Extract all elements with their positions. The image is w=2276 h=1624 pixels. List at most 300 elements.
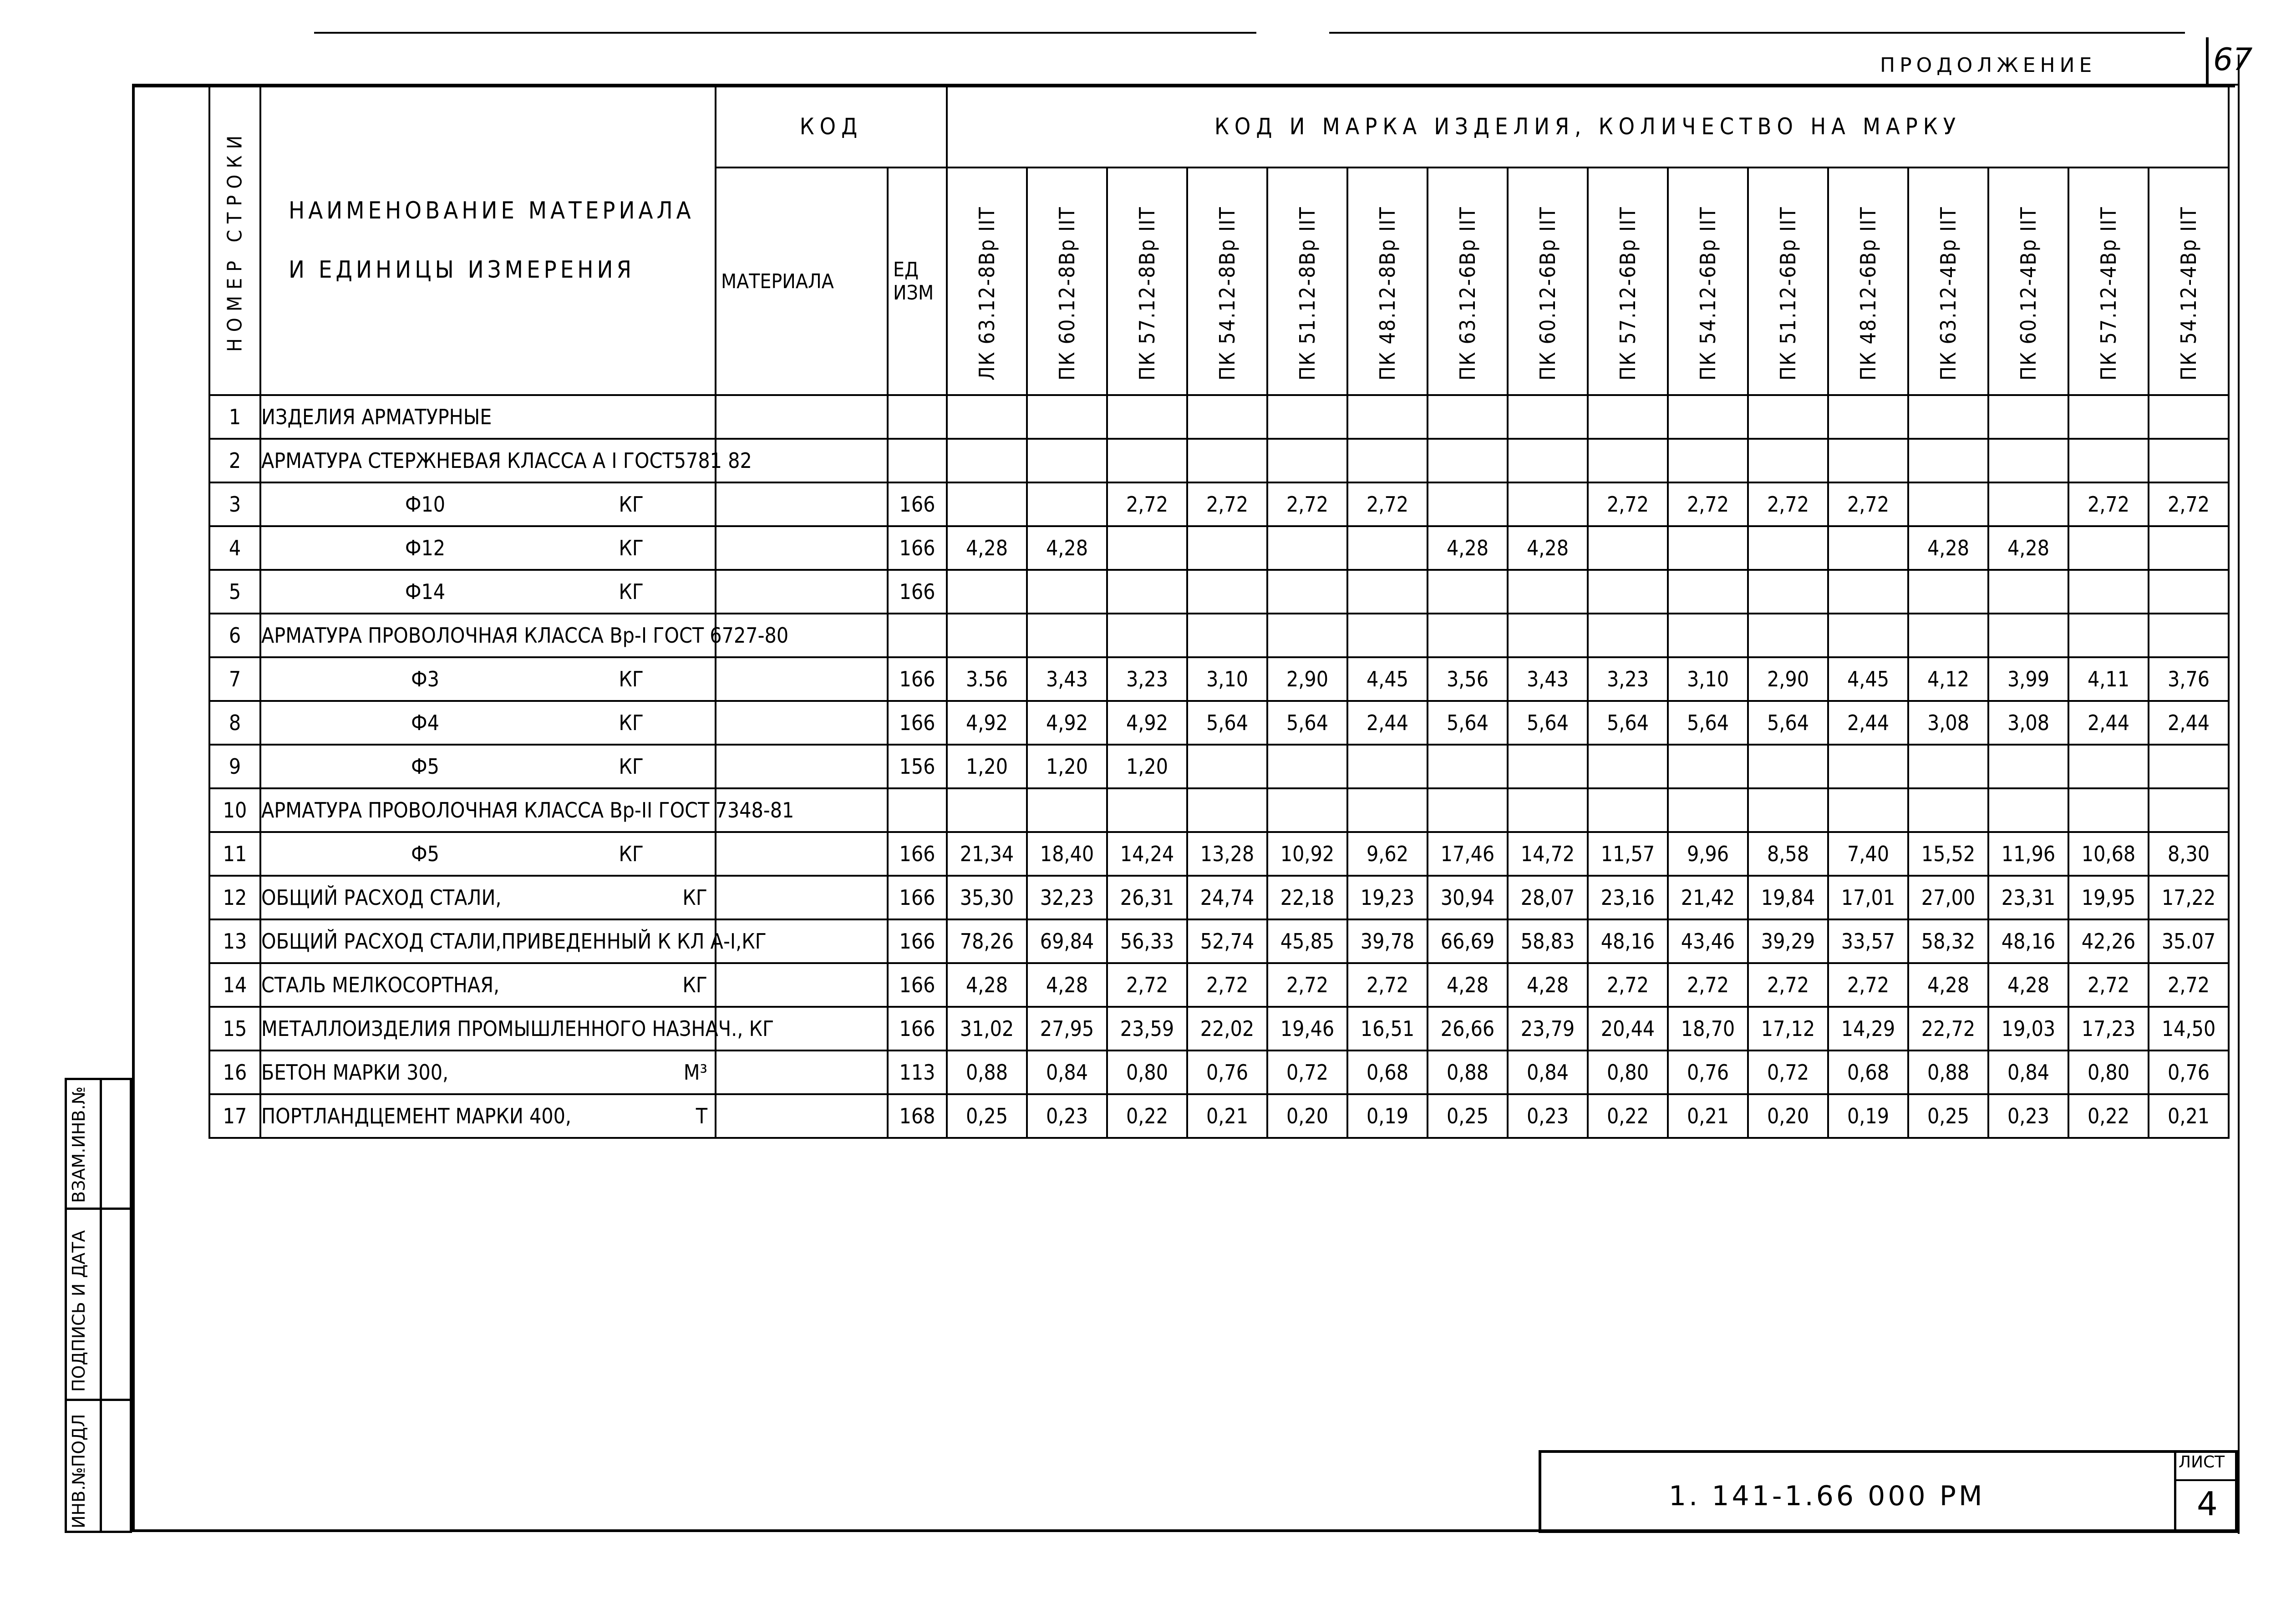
quantity-cell: 7,40	[1828, 832, 1908, 876]
material-name-cell	[260, 1094, 716, 1138]
quantity-cell: 0,19	[1828, 1094, 1908, 1138]
material-code-header: МАТЕРИАЛА	[716, 167, 888, 395]
quantity-cell	[1908, 395, 1988, 439]
quantity-cell: 4,28	[1027, 526, 1107, 570]
quantity-cell: 33,57	[1828, 919, 1908, 963]
unit-of-measure: КГ	[619, 667, 644, 691]
quantity-cell: 32,23	[1027, 876, 1107, 919]
quantity-cell	[1428, 395, 1508, 439]
material-name-cell	[260, 482, 716, 526]
row-number: 12	[209, 876, 260, 919]
quantity-cell: 0,22	[1588, 1094, 1668, 1138]
material-code-cell	[716, 1094, 888, 1138]
unit-code-cell	[888, 395, 947, 439]
material-name: ОБЩИЙ РАСХОД СТАЛИ,ПРИВЕДЕННЫЙ К КЛ А-I,КГ	[261, 929, 767, 954]
quantity-cell: 2,72	[2149, 482, 2229, 526]
quantity-cell: 2,72	[1588, 963, 1668, 1007]
quantity-cell: 2,44	[2068, 701, 2149, 745]
quantity-cell	[2149, 745, 2229, 788]
quantity-cell	[1828, 614, 1908, 657]
material-name: МЕТАЛЛОИЗДЕЛИЯ ПРОМЫШЛЕННОГО НАЗНАЧ., КГ	[261, 1016, 774, 1041]
material-name: БЕТОН МАРКИ 300,	[261, 1060, 449, 1085]
quantity-cell	[1508, 745, 1588, 788]
quantity-cell: 23,31	[1988, 876, 2068, 919]
quantity-cell: 2,72	[1187, 482, 1267, 526]
table-row	[209, 832, 2229, 876]
quantity-cell: 0,20	[1267, 1094, 1347, 1138]
quantity-cell	[1027, 439, 1107, 482]
table-row	[209, 482, 2229, 526]
materials-table	[208, 85, 2230, 1139]
quantity-cell: 0,76	[1668, 1051, 1748, 1094]
unit-code-cell	[888, 614, 947, 657]
quantity-cell: 23,16	[1588, 876, 1668, 919]
left-stamp	[65, 1078, 132, 1533]
stamp-sign-date: ПОДПИСЬ И ДАТА	[69, 1230, 89, 1392]
quantity-cell: 0,80	[1588, 1051, 1668, 1094]
quantity-cell	[2068, 439, 2149, 482]
unit-code-cell: 166	[888, 832, 947, 876]
quantity-cell	[1107, 614, 1187, 657]
quantity-cell: 35.07	[2149, 919, 2229, 963]
quantity-cell: 2,72	[1347, 482, 1428, 526]
quantity-cell: 19,46	[1267, 1007, 1347, 1051]
quantity-cell: 3,56	[1428, 657, 1508, 701]
product-column-header: ПК 54.12-6Вр IIТ	[1668, 167, 1748, 395]
quantity-cell: 30,94	[1428, 876, 1508, 919]
sheet-label-divider	[2174, 1479, 2238, 1481]
quantity-cell: 23,59	[1107, 1007, 1187, 1051]
unit-of-measure: КГ	[619, 536, 644, 560]
quantity-cell: 18,70	[1668, 1007, 1748, 1051]
material-name-cell	[260, 963, 716, 1007]
material-name: ПОРТЛАНДЦЕМЕНТ МАРКИ 400,	[261, 1104, 572, 1128]
material-name: ОБЩИЙ РАСХОД СТАЛИ,	[261, 885, 502, 910]
quantity-cell: 19,95	[2068, 876, 2149, 919]
quantity-cell: 20,44	[1588, 1007, 1668, 1051]
quantity-cell: 0,80	[2068, 1051, 2149, 1094]
quantity-cell: 58,32	[1908, 919, 1988, 963]
quantity-cell	[1828, 570, 1908, 614]
material-code-cell	[716, 963, 888, 1007]
material-name: Ф5	[411, 842, 439, 866]
quantity-cell: 22,02	[1187, 1007, 1267, 1051]
quantity-cell: 3,23	[1107, 657, 1187, 701]
quantity-cell	[1508, 482, 1588, 526]
quantity-cell	[1347, 570, 1428, 614]
quantity-cell	[1988, 745, 2068, 788]
quantity-cell: 0,21	[1668, 1094, 1748, 1138]
stamp-inv-no: ИНВ.№ПОДЛ	[69, 1414, 89, 1528]
quantity-cell	[1908, 570, 1988, 614]
material-name-cell	[260, 395, 716, 439]
unit-of-measure: КГ	[619, 842, 644, 866]
quantity-cell: 4,45	[1347, 657, 1428, 701]
quantity-cell: 0,72	[1267, 1051, 1347, 1094]
row-number: 9	[209, 745, 260, 788]
quantity-cell: 5,64	[1267, 701, 1347, 745]
row-number: 5	[209, 570, 260, 614]
quantity-cell: 69,84	[1027, 919, 1107, 963]
quantity-cell: 17,01	[1828, 876, 1908, 919]
material-code-cell	[716, 526, 888, 570]
table-body	[209, 395, 2229, 1138]
quantity-cell	[1107, 395, 1187, 439]
quantity-cell: 2,90	[1267, 657, 1347, 701]
quantity-cell: 0,88	[947, 1051, 1027, 1094]
unit-code-cell: 166	[888, 1007, 947, 1051]
table-row	[209, 526, 2229, 570]
product-column-header: ПК 60.12-4Вр IIТ	[1988, 167, 2068, 395]
unit-of-measure: КГ	[682, 973, 707, 997]
quantity-cell: 9,96	[1668, 832, 1748, 876]
quantity-cell	[1027, 570, 1107, 614]
material-name: ИЗДЕЛИЯ АРМАТУРНЫЕ	[261, 405, 492, 429]
quantity-cell	[1588, 395, 1668, 439]
unit-of-measure: Т	[696, 1104, 707, 1128]
quantity-cell: 8,30	[2149, 832, 2229, 876]
quantity-cell: 0,22	[1107, 1094, 1187, 1138]
quantity-cell	[1187, 614, 1267, 657]
quantity-cell: 0,84	[1988, 1051, 2068, 1094]
quantity-cell: 3,08	[1908, 701, 1988, 745]
quantity-cell	[1428, 788, 1508, 832]
quantity-cell	[1588, 526, 1668, 570]
material-code-cell	[716, 570, 888, 614]
quantity-cell: 4,92	[947, 701, 1027, 745]
top-rule-left	[314, 32, 1256, 34]
quantity-cell	[1027, 395, 1107, 439]
quantity-cell	[1668, 439, 1748, 482]
quantity-cell	[1508, 439, 1588, 482]
row-number: 7	[209, 657, 260, 701]
quantity-cell	[2068, 395, 2149, 439]
quantity-cell: 2,72	[1828, 482, 1908, 526]
quantity-cell: 10,68	[2068, 832, 2149, 876]
quantity-cell	[1748, 526, 1828, 570]
product-column-header: ПК 60.12-8Вр IIТ	[1027, 167, 1107, 395]
quantity-cell: 2,72	[1588, 482, 1668, 526]
quantity-cell	[1027, 788, 1107, 832]
quantity-cell: 11,96	[1988, 832, 2068, 876]
quantity-cell	[1267, 395, 1347, 439]
quantity-cell: 5,64	[1187, 701, 1267, 745]
quantity-cell: 4,28	[1988, 526, 2068, 570]
quantity-cell	[1428, 482, 1508, 526]
quantity-cell: 2,90	[1748, 657, 1828, 701]
table-row	[209, 963, 2229, 1007]
quantity-cell	[1347, 614, 1428, 657]
quantity-cell	[1107, 526, 1187, 570]
material-name: АРМАТУРА ПРОВОЛОЧНАЯ КЛАССА Вр-II ГОСТ 7348-81	[261, 798, 794, 822]
quantity-cell	[1828, 439, 1908, 482]
quantity-cell	[1508, 614, 1588, 657]
quantity-cell	[1988, 482, 2068, 526]
document-code: 1. 141-1.66 000 РМ	[1669, 1480, 1985, 1512]
quantity-cell: 16,51	[1347, 1007, 1428, 1051]
quantity-cell	[1668, 614, 1748, 657]
material-name-cell	[260, 526, 716, 570]
quantity-cell	[1988, 614, 2068, 657]
material-name-cell	[260, 570, 716, 614]
material-name-cell	[260, 1051, 716, 1094]
quantity-cell	[1988, 788, 2068, 832]
quantity-cell: 4,28	[1027, 963, 1107, 1007]
quantity-cell: 0,72	[1748, 1051, 1828, 1094]
quantity-cell: 3,10	[1668, 657, 1748, 701]
quantity-cell: 45,85	[1267, 919, 1347, 963]
material-name-cell	[260, 439, 752, 482]
quantity-cell: 28,07	[1508, 876, 1588, 919]
unit-code-cell	[888, 788, 947, 832]
quantity-cell	[1828, 745, 1908, 788]
quantity-cell: 0,68	[1828, 1051, 1908, 1094]
quantity-cell: 2,72	[2068, 963, 2149, 1007]
quantity-cell	[2068, 526, 2149, 570]
quantity-cell	[1267, 745, 1347, 788]
stamp-divider	[67, 1208, 130, 1210]
quantity-cell: 3,76	[2149, 657, 2229, 701]
material-name: АРМАТУРА СТЕРЖНЕВАЯ КЛАССА А I ГОСТ5781 82	[261, 448, 752, 473]
quantity-cell	[2149, 439, 2229, 482]
product-column-header: ЛК 63.12-8Вр IIТ	[947, 167, 1027, 395]
quantity-cell: 58,83	[1508, 919, 1588, 963]
quantity-cell	[1748, 614, 1828, 657]
quantity-cell: 42,26	[2068, 919, 2149, 963]
material-name-cell	[260, 701, 716, 745]
quantity-cell	[947, 614, 1027, 657]
sheet-label: ЛИСТ	[2179, 1453, 2225, 1472]
quantity-cell	[1588, 439, 1668, 482]
quantity-cell: 4,28	[1908, 963, 1988, 1007]
quantity-cell	[947, 439, 1027, 482]
quantity-cell: 2,72	[1187, 963, 1267, 1007]
quantity-cell	[1828, 788, 1908, 832]
table-row	[209, 1007, 2229, 1051]
quantity-cell	[1988, 439, 2068, 482]
quantity-cell: 4,28	[1508, 963, 1588, 1007]
material-name: АРМАТУРА ПРОВОЛОЧНАЯ КЛАССА Вр-I ГОСТ 6727-80	[261, 623, 789, 648]
material-code-cell	[716, 657, 888, 701]
quantity-cell	[1908, 482, 1988, 526]
quantity-cell: 4,28	[1508, 526, 1588, 570]
unit-code-cell: 113	[888, 1051, 947, 1094]
quantity-cell: 0,84	[1508, 1051, 1588, 1094]
material-name-cell	[260, 745, 716, 788]
product-column-header: ПК 57.12-4Вр IIТ	[2068, 167, 2149, 395]
quantity-cell: 10,92	[1267, 832, 1347, 876]
quantity-cell: 39,29	[1748, 919, 1828, 963]
title-block	[1539, 1450, 2238, 1533]
unit-of-measure: КГ	[619, 492, 644, 517]
quantity-cell	[1588, 570, 1668, 614]
row-number: 13	[209, 919, 260, 963]
table-row	[209, 788, 2229, 832]
quantity-cell	[1908, 745, 1988, 788]
quantity-cell	[1187, 395, 1267, 439]
quantity-cell: 1,20	[1107, 745, 1187, 788]
quantity-cell	[1428, 745, 1508, 788]
quantity-cell: 66,69	[1428, 919, 1508, 963]
quantity-cell: 24,74	[1187, 876, 1267, 919]
quantity-cell: 19,23	[1347, 876, 1428, 919]
unit-code-cell: 166	[888, 482, 947, 526]
quantity-cell: 26,66	[1428, 1007, 1508, 1051]
quantity-cell: 23,79	[1508, 1007, 1588, 1051]
stamp-replace-inv: ВЗАМ.ИНВ.№	[69, 1086, 89, 1203]
quantity-cell: 56,33	[1107, 919, 1187, 963]
quantity-cell: 4,92	[1107, 701, 1187, 745]
quantity-cell: 0,23	[1988, 1094, 2068, 1138]
unit-code-cell	[888, 439, 947, 482]
continuation-label: ПРОДОЛЖЕНИЕ	[1880, 54, 2097, 77]
quantity-cell	[1748, 745, 1828, 788]
quantity-cell	[947, 482, 1027, 526]
row-number: 11	[209, 832, 260, 876]
unit-code-cell: 166	[888, 963, 947, 1007]
quantity-cell: 5,64	[1748, 701, 1828, 745]
material-name-cell	[260, 614, 789, 657]
quantity-cell	[1988, 570, 2068, 614]
material-code-cell	[716, 1051, 888, 1094]
quantity-cell: 3,23	[1588, 657, 1668, 701]
quantity-cell: 14,24	[1107, 832, 1187, 876]
quantity-cell: 2,72	[1107, 963, 1187, 1007]
unit-of-measure: М³	[683, 1060, 707, 1085]
quantity-cell: 2,72	[1748, 963, 1828, 1007]
material-name-header-line2: И ЕДИНИЦЫ ИЗМЕРЕНИЯ	[289, 256, 635, 284]
material-name: Ф12	[405, 536, 446, 560]
quantity-cell	[2149, 614, 2229, 657]
top-rule-right	[1329, 32, 2185, 34]
product-column-header: ПК 51.12-6Вр IIТ	[1748, 167, 1828, 395]
quantity-cell: 17,22	[2149, 876, 2229, 919]
quantity-cell: 4,28	[1908, 526, 1988, 570]
quantity-cell: 0,25	[1908, 1094, 1988, 1138]
product-column-header: ПК 48.12-8Вр IIТ	[1347, 167, 1428, 395]
row-number: 16	[209, 1051, 260, 1094]
products-header: КОД И МАРКА ИЗДЕЛИЯ, КОЛИЧЕСТВО НА МАРКУ	[947, 86, 2229, 167]
quantity-cell	[1508, 395, 1588, 439]
quantity-cell: 2,72	[2068, 482, 2149, 526]
quantity-cell: 39,78	[1347, 919, 1428, 963]
quantity-cell: 2,72	[1748, 482, 1828, 526]
material-name: Ф4	[411, 710, 439, 735]
quantity-cell	[1748, 439, 1828, 482]
quantity-cell	[947, 788, 1027, 832]
quantity-cell: 5,64	[1668, 701, 1748, 745]
quantity-cell	[1347, 395, 1428, 439]
material-name-cell	[260, 876, 716, 919]
quantity-cell: 22,18	[1267, 876, 1347, 919]
quantity-cell: 2,72	[1668, 963, 1748, 1007]
quantity-cell	[1668, 526, 1748, 570]
quantity-cell: 11,57	[1588, 832, 1668, 876]
quantity-cell	[1508, 788, 1588, 832]
unit-code-cell: 166	[888, 526, 947, 570]
quantity-cell	[2068, 745, 2149, 788]
stamp-divider	[67, 1399, 130, 1401]
quantity-cell	[1347, 745, 1428, 788]
quantity-cell	[1748, 788, 1828, 832]
quantity-cell	[1267, 570, 1347, 614]
quantity-cell	[2149, 395, 2229, 439]
quantity-cell: 1,20	[1027, 745, 1107, 788]
unit-code-cell: 166	[888, 657, 947, 701]
material-name-header-line1: НАИМЕНОВАНИЕ МАТЕРИАЛА	[289, 197, 695, 224]
code-header: КОД	[716, 86, 947, 167]
row-number: 6	[209, 614, 260, 657]
quantity-cell: 0,23	[1508, 1094, 1588, 1138]
quantity-cell: 0,84	[1027, 1051, 1107, 1094]
material-name-cell	[260, 919, 767, 963]
quantity-cell	[1027, 482, 1107, 526]
material-name: Ф5	[411, 754, 439, 779]
quantity-cell: 0,88	[1908, 1051, 1988, 1094]
product-column-header: ПК 60.12-6Вр IIТ	[1508, 167, 1588, 395]
quantity-cell: 3,43	[1508, 657, 1588, 701]
quantity-cell: 0,23	[1027, 1094, 1107, 1138]
quantity-cell: 78,26	[947, 919, 1027, 963]
quantity-cell	[1588, 614, 1668, 657]
quantity-cell	[1668, 788, 1748, 832]
quantity-cell: 0,22	[2068, 1094, 2149, 1138]
quantity-cell: 4,45	[1828, 657, 1908, 701]
quantity-cell	[1107, 439, 1187, 482]
quantity-cell	[2068, 614, 2149, 657]
row-number: 2	[209, 439, 260, 482]
right-frame-rule	[2238, 55, 2240, 1534]
quantity-cell	[1107, 570, 1187, 614]
quantity-cell: 2,44	[1828, 701, 1908, 745]
quantity-cell	[1588, 745, 1668, 788]
material-code-cell	[716, 701, 888, 745]
quantity-cell: 31,02	[947, 1007, 1027, 1051]
quantity-cell: 19,84	[1748, 876, 1828, 919]
material-name-cell	[260, 832, 716, 876]
quantity-cell: 8,58	[1748, 832, 1828, 876]
quantity-cell	[1267, 439, 1347, 482]
quantity-cell: 2,72	[1267, 963, 1347, 1007]
row-number: 15	[209, 1007, 260, 1051]
quantity-cell	[1428, 570, 1508, 614]
quantity-cell: 4,28	[947, 963, 1027, 1007]
quantity-cell	[1508, 570, 1588, 614]
quantity-cell: 2,72	[1267, 482, 1347, 526]
quantity-cell: 9,62	[1347, 832, 1428, 876]
unit-code-cell: 166	[888, 876, 947, 919]
row-number: 17	[209, 1094, 260, 1138]
row-number: 3	[209, 482, 260, 526]
quantity-cell	[1187, 526, 1267, 570]
quantity-cell: 21,34	[947, 832, 1027, 876]
quantity-cell	[1107, 788, 1187, 832]
quantity-cell: 3,99	[1988, 657, 2068, 701]
quantity-cell: 3,10	[1187, 657, 1267, 701]
quantity-cell	[1267, 526, 1347, 570]
product-column-header: ПК 57.12-6Вр IIТ	[1588, 167, 1668, 395]
quantity-cell: 35,30	[947, 876, 1027, 919]
quantity-cell: 2,72	[1107, 482, 1187, 526]
quantity-cell	[947, 570, 1027, 614]
quantity-cell: 14,72	[1508, 832, 1588, 876]
quantity-cell: 17,23	[2068, 1007, 2149, 1051]
quantity-cell: 4,11	[2068, 657, 2149, 701]
quantity-cell: 15,52	[1908, 832, 1988, 876]
quantity-cell	[2149, 788, 2229, 832]
quantity-cell	[1828, 395, 1908, 439]
material-name-cell	[260, 657, 716, 701]
